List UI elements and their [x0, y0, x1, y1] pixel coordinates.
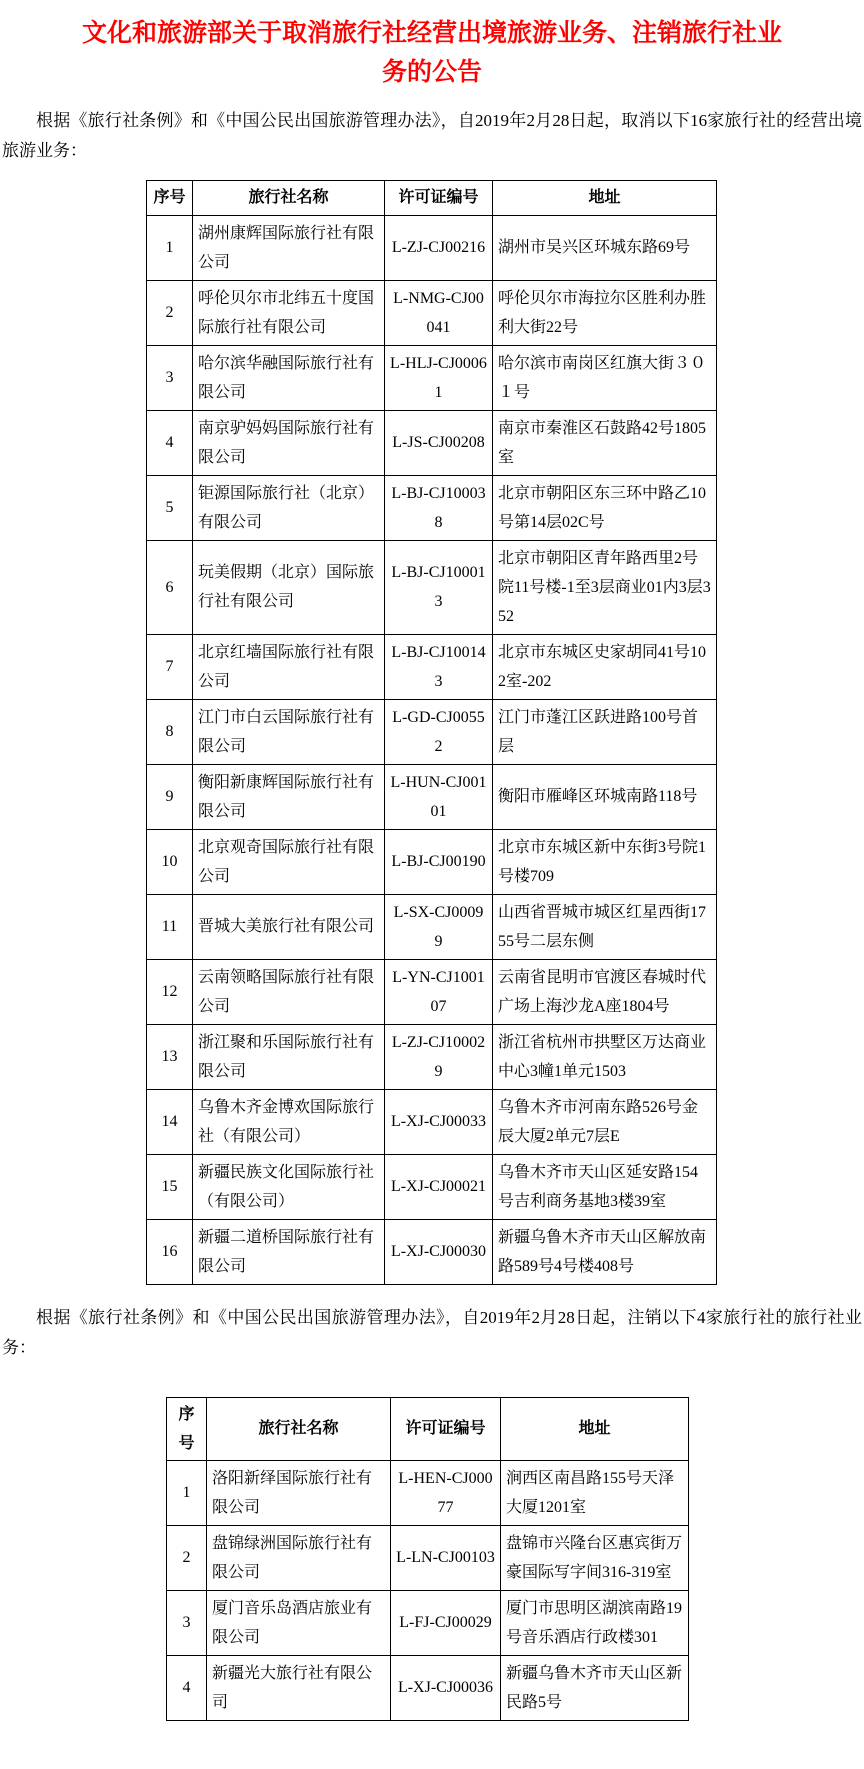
agency-name-cell: 新疆二道桥国际旅行社有限公司 — [193, 1219, 385, 1284]
license-number-cell: L-YN-CJ100107 — [385, 959, 493, 1024]
address-cell: 浙江省杭州市拱墅区万达商业中心3幢1单元1503 — [493, 1024, 717, 1089]
address-cell: 新疆乌鲁木齐市天山区解放南路589号4号楼408号 — [493, 1219, 717, 1284]
column-header: 序号 — [147, 180, 193, 215]
row-number-cell: 4 — [167, 1655, 207, 1720]
table-row — [147, 1219, 717, 1284]
agency-name-cell: 呼伦贝尔市北纬五十度国际旅行社有限公司 — [193, 280, 385, 345]
license-number-cell: L-FJ-CJ00029 — [391, 1590, 501, 1655]
license-number-cell: L-BJ-CJ100143 — [385, 634, 493, 699]
address-cell: 乌鲁木齐市天山区延安路154号吉利商务基地3楼39室 — [493, 1154, 717, 1219]
address-cell: 北京市东城区新中东街3号院1号楼709 — [493, 829, 717, 894]
license-number-cell: L-HEN-CJ00077 — [391, 1460, 501, 1525]
address-cell: 北京市朝阳区东三环中路乙10号第14层02C号 — [493, 475, 717, 540]
address-cell: 山西省晋城市城区红星西街1755号二层东侧 — [493, 894, 717, 959]
address-cell: 呼伦贝尔市海拉尔区胜利办胜利大街22号 — [493, 280, 717, 345]
license-number-cell: L-BJ-CJ100038 — [385, 475, 493, 540]
agency-name-cell: 北京红墙国际旅行社有限公司 — [193, 634, 385, 699]
address-cell: 新疆乌鲁木齐市天山区新民路5号 — [501, 1655, 689, 1720]
table-row — [147, 410, 717, 475]
license-number-cell: L-XJ-CJ00030 — [385, 1219, 493, 1284]
cancel-intro-paragraph: 根据《旅行社条例》和《中国公民出国旅游管理办法》，自2019年2月28日起，取消以下16家旅行社的经营出境旅游业务： — [2, 110, 862, 160]
table-row — [147, 894, 717, 959]
column-header: 旅行社名称 — [193, 180, 385, 215]
row-number-cell: 16 — [147, 1219, 193, 1284]
table-row — [167, 1460, 689, 1525]
license-number-cell: L-XJ-CJ00021 — [385, 1154, 493, 1219]
table-row — [147, 1154, 717, 1219]
table-row — [147, 345, 717, 410]
row-number-cell: 5 — [147, 475, 193, 540]
address-cell: 南京市秦淮区石鼓路42号1805室 — [493, 410, 717, 475]
license-number-cell: L-XJ-CJ00036 — [391, 1655, 501, 1720]
table-row — [167, 1655, 689, 1720]
agency-name-cell: 北京观奇国际旅行社有限公司 — [193, 829, 385, 894]
license-number-cell: L-HLJ-CJ00061 — [385, 345, 493, 410]
row-number-cell: 1 — [167, 1460, 207, 1525]
agency-name-cell: 钜源国际旅行社（北京）有限公司 — [193, 475, 385, 540]
agency-name-cell: 浙江聚和乐国际旅行社有限公司 — [193, 1024, 385, 1089]
row-number-cell: 4 — [147, 410, 193, 475]
address-cell: 乌鲁木齐市河南东路526号金辰大厦2单元7层E — [493, 1089, 717, 1154]
agency-name-cell: 云南领略国际旅行社有限公司 — [193, 959, 385, 1024]
column-header: 许可证编号 — [385, 180, 493, 215]
deregister-intro-paragraph: 根据《旅行社条例》和《中国公民出国旅游管理办法》，自2019年2月28日起，注销以下4家旅行社的旅行社业务： — [2, 1307, 862, 1357]
license-number-cell: L-ZJ-CJ100029 — [385, 1024, 493, 1089]
address-cell: 江门市蓬江区跃进路100号首层 — [493, 699, 717, 764]
agency-name-cell: 哈尔滨华融国际旅行社有限公司 — [193, 345, 385, 410]
address-cell: 哈尔滨市南岗区红旗大街３０１号 — [493, 345, 717, 410]
license-number-cell: L-BJ-CJ00190 — [385, 829, 493, 894]
license-number-cell: L-GD-CJ00552 — [385, 699, 493, 764]
table-row — [167, 1590, 689, 1655]
column-header: 旅行社名称 — [207, 1397, 391, 1460]
table-row — [147, 634, 717, 699]
address-cell: 云南省昆明市官渡区春城时代广场上海沙龙A座1804号 — [493, 959, 717, 1024]
cancelled-agencies-table — [146, 180, 717, 1285]
table-row — [147, 764, 717, 829]
row-number-cell: 2 — [167, 1525, 207, 1590]
row-number-cell: 9 — [147, 764, 193, 829]
row-number-cell: 3 — [147, 345, 193, 410]
deregistered-agencies-table — [166, 1397, 689, 1721]
address-cell: 北京市朝阳区青年路西里2号院11号楼-1至3层商业01内3层352 — [493, 540, 717, 634]
table-row — [147, 280, 717, 345]
agency-name-cell: 洛阳新绎国际旅行社有限公司 — [207, 1460, 391, 1525]
column-header: 许可证编号 — [391, 1397, 501, 1460]
address-cell: 涧西区南昌路155号天泽大厦1201室 — [501, 1460, 689, 1525]
row-number-cell: 2 — [147, 280, 193, 345]
row-number-cell: 12 — [147, 959, 193, 1024]
agency-name-cell: 晋城大美旅行社有限公司 — [193, 894, 385, 959]
agency-name-cell: 湖州康辉国际旅行社有限公司 — [193, 215, 385, 280]
table-header-row — [147, 180, 717, 215]
table-row — [147, 1089, 717, 1154]
address-cell: 湖州市吴兴区环城东路69号 — [493, 215, 717, 280]
column-header: 序号 — [167, 1397, 207, 1460]
row-number-cell: 10 — [147, 829, 193, 894]
agency-name-cell: 玩美假期（北京）国际旅行社有限公司 — [193, 540, 385, 634]
license-number-cell: L-XJ-CJ00033 — [385, 1089, 493, 1154]
address-cell: 盘锦市兴隆台区惠宾街万豪国际写字间316-319室 — [501, 1525, 689, 1590]
table-row — [147, 829, 717, 894]
row-number-cell: 8 — [147, 699, 193, 764]
license-number-cell: L-JS-CJ00208 — [385, 410, 493, 475]
row-number-cell: 3 — [167, 1590, 207, 1655]
row-number-cell: 7 — [147, 634, 193, 699]
address-cell: 北京市东城区史家胡同41号102室-202 — [493, 634, 717, 699]
row-number-cell: 1 — [147, 215, 193, 280]
agency-name-cell: 江门市白云国际旅行社有限公司 — [193, 699, 385, 764]
page-title: 文化和旅游部关于取消旅行社经营出境旅游业务、注销旅行社业务的公告 — [82, 19, 783, 86]
table-row — [147, 699, 717, 764]
agency-name-cell: 衡阳新康辉国际旅行社有限公司 — [193, 764, 385, 829]
row-number-cell: 11 — [147, 894, 193, 959]
table-row — [147, 1024, 717, 1089]
row-number-cell: 6 — [147, 540, 193, 634]
license-number-cell: L-HUN-CJ00101 — [385, 764, 493, 829]
table-row — [147, 215, 717, 280]
column-header: 地址 — [493, 180, 717, 215]
address-cell: 厦门市思明区湖滨南路19号音乐酒店行政楼301 — [501, 1590, 689, 1655]
agency-name-cell: 乌鲁木齐金博欢国际旅行社（有限公司） — [193, 1089, 385, 1154]
license-number-cell: L-NMG-CJ00041 — [385, 280, 493, 345]
license-number-cell: L-LN-CJ00103 — [391, 1525, 501, 1590]
table-row — [167, 1525, 689, 1590]
license-number-cell: L-ZJ-CJ00216 — [385, 215, 493, 280]
agency-name-cell: 盘锦绿洲国际旅行社有限公司 — [207, 1525, 391, 1590]
table-row — [147, 475, 717, 540]
row-number-cell: 14 — [147, 1089, 193, 1154]
row-number-cell: 15 — [147, 1154, 193, 1219]
table-header-row — [167, 1397, 689, 1460]
license-number-cell: L-BJ-CJ100013 — [385, 540, 493, 634]
agency-name-cell: 新疆民族文化国际旅行社（有限公司） — [193, 1154, 385, 1219]
row-number-cell: 13 — [147, 1024, 193, 1089]
column-header: 地址 — [501, 1397, 689, 1460]
agency-name-cell: 厦门音乐岛酒店旅业有限公司 — [207, 1590, 391, 1655]
table-row — [147, 959, 717, 1024]
agency-name-cell: 南京驴妈妈国际旅行社有限公司 — [193, 410, 385, 475]
agency-name-cell: 新疆光大旅行社有限公司 — [207, 1655, 391, 1720]
license-number-cell: L-SX-CJ00099 — [385, 894, 493, 959]
table-row — [147, 540, 717, 634]
address-cell: 衡阳市雁峰区环城南路118号 — [493, 764, 717, 829]
